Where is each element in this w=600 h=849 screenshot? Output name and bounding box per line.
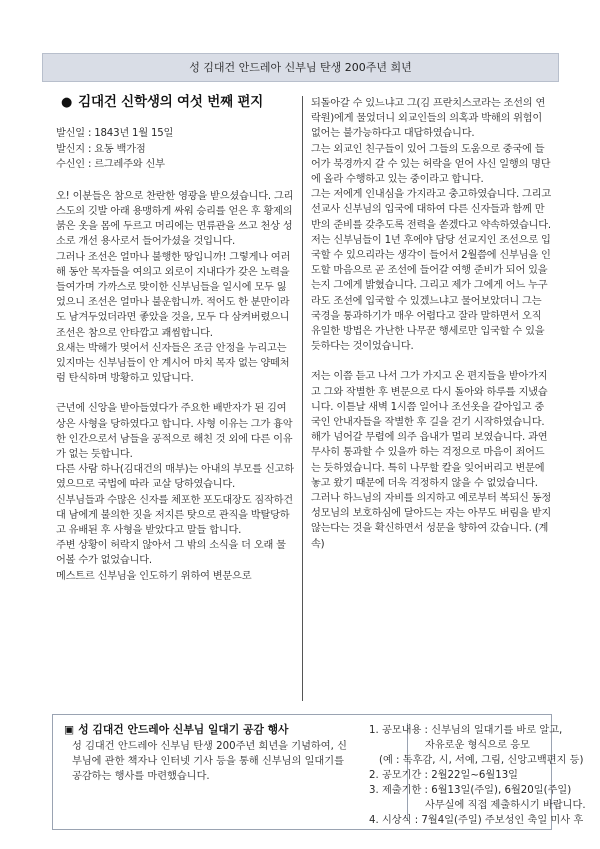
meta-sent-place: 발신지 : 요동 백가점 bbox=[56, 143, 146, 155]
event-title-text: 성 김대건 안드레아 신부님 일대기 공감 행사 bbox=[78, 723, 289, 736]
letter-paragraph: 주변 상황이 허락지 않아서 그 밖의 소식을 더 오래 물어볼 수가 없었습니다. bbox=[56, 540, 286, 567]
letter-paragraph: 신부님들과 수많은 신자를 체포한 포도대장도 짐작하건대 남에게 불의한 짓을 저지른 탓으로 관직을 박탈당하고 유배된 후 사형을 받았다고 말들 합니다. bbox=[56, 494, 293, 536]
letter-paragraph: 요새는 박해가 멎어서 신자들은 조금 안정을 누리고는 있지마는 신부님들이 안 계시어 마치 목자 없는 양떼처럼 탄식하며 방황하고 있답니다. bbox=[56, 342, 290, 385]
meta-sent-date: 발신일 : 1843년 1월 15일 bbox=[56, 128, 174, 140]
letter-paragraph: 그는 저에게 인내심을 가지라고 충고하였습니다. 그리고 선교사 신부님의 입국에 대하여 다른 신자들과 함께 만반의 준비를 갖추도록 전력을 쏟겠다고 약속하였습니다. bbox=[311, 189, 551, 231]
letter-paragraph: 그는 외교인 친구들이 있어 그들의 도움으로 중국에 들어가 북경까지 갈 수 있는 허락을 얻어 사신 일행의 명단에 올라 수행하고 있는 중이라고 합니다. bbox=[311, 143, 551, 186]
letter-left-column bbox=[56, 95, 294, 584]
letter-paragraph: 저는 신부님들이 1년 후에야 담당 선교지인 조선으로 입국할 수 있으리라는 생각이 들어서 2월쯤에 신부님을 인도할 마음으로 곧 조선에 들어갈 여행 준비가 되어 있을 는지 그에게 밝혔습니다. 그리고 제가 그에게 어느 누구라도 조선에 입국할 수 있겠느냐고 물어보았더니 그는 국경을 통과하기가 매우 어렵다고 잘라 말하면서 오직 유일한 방법은 가난한 나무꾼 행세로만 입국할 수 있을 듯하다는 것이었습니다. bbox=[311, 234, 551, 353]
column-divider bbox=[302, 96, 303, 701]
letter-paragraph: 오! 이분들은 참으로 찬란한 영광을 받으셨습니다. 그리스도의 깃발 아래 용맹하게 싸워 승리를 얻은 후 황제의 붉은 옷을 몸에 두르고 머리에는 면류관을 쓰고 천상 성소로 개선 용사로서 들어가셨을 것입니다. bbox=[56, 190, 294, 248]
event-item-deadline: 3. 제출기한 : 6월13일(주일), 6월20일(주일) bbox=[369, 785, 572, 796]
event-info bbox=[64, 722, 354, 784]
event-title bbox=[64, 722, 354, 737]
letter-paragraph: 그러나 하느님의 자비를 의지하고 예로부터 복되신 동정 성모님의 보호하심에 달아드는 자는 아무도 버림을 받지 않는다는 것을 확신하면서 성문을 향하여 갔습니다. (계속) bbox=[311, 493, 551, 550]
letter-title bbox=[61, 95, 294, 110]
letter-paragraph: 메스트르 신부님을 인도하기 위하여 변문으로 bbox=[56, 570, 252, 582]
event-details bbox=[369, 723, 586, 828]
event-item-ceremony: 4. 시상식 : 7월4일(주일) 주보성인 축일 미사 후 bbox=[369, 815, 584, 826]
letter-paragraph: 저는 이쯤 듣고 나서 그가 가지고 온 편지들을 받아가지고 그와 작별한 후 변문으로 다시 돌아와 하루를 지냈습니다. 이튿날 새벽 1시쯤 일어나 조선옷을 갈아입고 중국인 안내자들을 작별한 후 길을 걷기 시작하였습니다. 해가 넘어갈 무렵에 의주 읍내가 멀리 보였습니다. 과연 무사히 통과할 수 있을까 하는 걱정으로 마음이 죄어드는 듯하였습니다. 특히 나무할 칼을 잊어버리고 변문에 놓고 왔기 때문에 더욱 걱정하지 않을 수 없었습니다. bbox=[311, 371, 548, 489]
event-item-content-example: (예 : 독후감, 시, 서예, 그림, 신앙고백편지 등) bbox=[379, 755, 584, 766]
paragraph-gap bbox=[311, 354, 552, 369]
paragraph-gap bbox=[56, 386, 294, 401]
letter-paragraph: 되돌아갈 수 있느냐고 그(김 프란치스코라는 조선의 연락원)에게 물었더니 외교인들의 의혹과 박해의 위험이 없어는 불가능하다고 대답하였습니다. bbox=[311, 98, 546, 140]
event-box bbox=[52, 714, 586, 830]
square-marker-icon: ▣ bbox=[64, 723, 75, 736]
letter-right-column bbox=[311, 96, 552, 552]
event-description: 성 김대건 안드레아 신부님 탄생 200주년 희년을 기념하여, 신부님에 관한 책자나 인터넷 기사 등을 통해 신부님의 일대기를 공감하는 행사를 마련했습니다. bbox=[72, 741, 347, 782]
meta-recipient: 수신인 : 르그레주와 신부 bbox=[56, 159, 165, 171]
bullet-icon: ● bbox=[61, 95, 73, 110]
header-band bbox=[42, 53, 559, 82]
letter-title-text: 김대건 신학생의 여섯 번째 편지 bbox=[78, 94, 264, 110]
letter-meta bbox=[56, 126, 294, 173]
letter-paragraph: 그러나 조선은 얼마나 불행한 땅입니까! 그렇게나 여러 해 동안 목자들을 여의고 외로이 지내다가 갖은 노력을 들여가며 가까스로 맞이한 신부님들을 일시에 모두 잃었으니 조선은 얼마나 불운합니까. 적어도 한 분만이라도 남겨두었더라면 좋았을 것을, 모두 다 삼켜버렸으니 조선은 참으로 안타깝고 괘씸합니다. bbox=[56, 251, 291, 339]
letter-paragraph: 근년에 신앙을 받아들였다가 주요한 배반자가 된 김여상은 사형을 당하였다고 합니다. 사형 이유는 그가 흉악한 인간으로서 남들을 공적으로 해친 것 외에 다른 이유가 없는 듯합니다. bbox=[56, 403, 293, 460]
event-item-content: 1. 공모내용 : 신부님의 일대기를 바로 알고, bbox=[369, 725, 563, 736]
header-title: 성 김대건 안드레아 신부님 탄생 200주년 희년 bbox=[189, 61, 412, 74]
event-item-content-detail: 자유로운 형식으로 응모 bbox=[425, 740, 530, 751]
event-item-period: 2. 공모기간 : 2월22일~6월13일 bbox=[369, 770, 519, 781]
letter-paragraph: 다른 사람 하나(김대건의 매부)는 아내의 부모를 신고하였으므로 국법에 따라 교살 당하였습니다. bbox=[56, 464, 294, 491]
event-item-deadline-detail: 사무실에 직접 제출하시기 바랍니다. bbox=[425, 800, 586, 811]
